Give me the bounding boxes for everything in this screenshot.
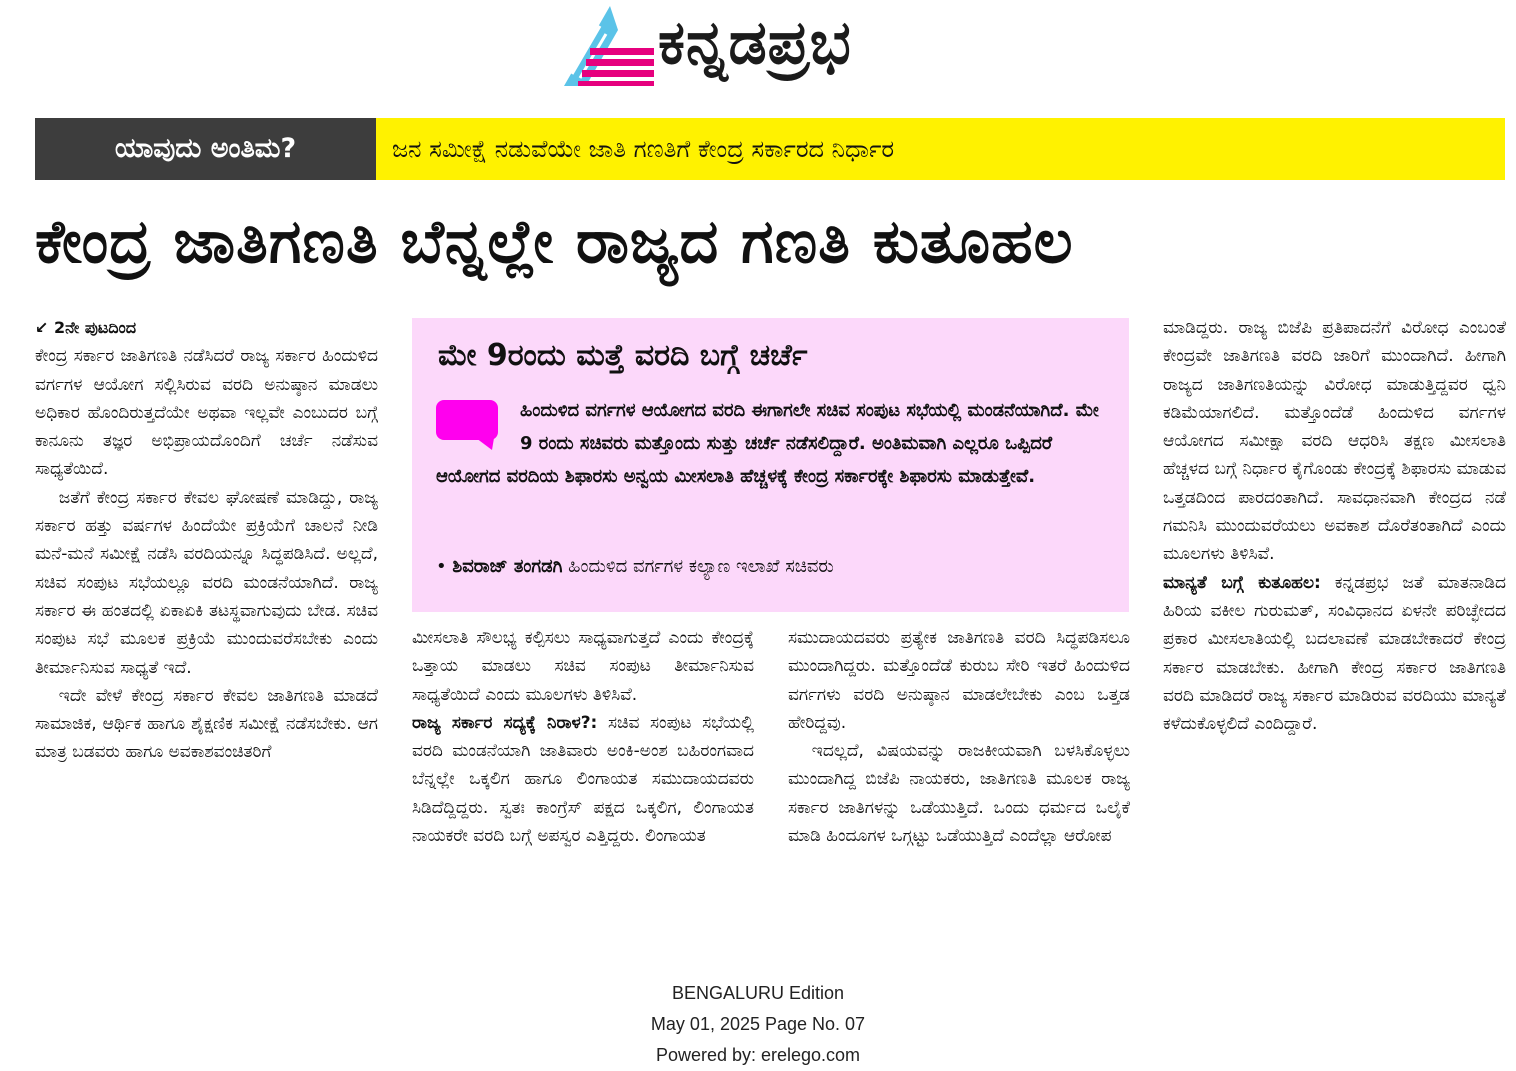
article-paragraph: ಮೀಸಲಾತಿ ಸೌಲಭ್ಯ ಕಲ್ಪಿಸಲು ಸಾಧ್ಯವಾಗುತ್ತದೆ ಎಂದು ಕೇಂದ್ರಕ್ಕೆ ಒತ್ತಾಯ ಮಾಡಲು ಸಚಿವ ಸಂಪುಟ ತೀರ್ಮಾನಿಸುವ ಸಾಧ್ಯತೆಯಿದೆ ಎಂದು ಮೂಲಗಳು ತಿಳಿಸಿವೆ. — [412, 628, 754, 705]
masthead-title: ಕನ್ನಡಪ್ರಭ — [658, 8, 852, 78]
kicker-label: ಯಾವುದು ಅಂತಿಮ? — [35, 118, 376, 180]
article-paragraph — [1163, 569, 1506, 739]
article-paragraph: ಸಮುದಾಯದವರು ಪ್ರತ್ಯೇಕ ಜಾತಿಗಣತಿ ವರದಿ ಸಿದ್ಧಪಡಿಸಲೂ ಮುಂದಾಗಿದ್ದರು. ಮತ್ತೊಂದೆಡೆ ಕುರುಬ ಸೇರಿ ಇತರೆ ಹಿಂದುಳಿದ ವರ್ಗಗಳು ವರದಿ ಅನುಷ್ಠಾನ ಮಾಡಲೇಬೇಕು ಎಂಬ ಒತ್ತಡ ಹೇರಿದ್ದವು. — [788, 628, 1130, 733]
article-paragraph: ಇದಲ್ಲದೆ, ವಿಷಯವನ್ನು ರಾಜಕೀಯವಾಗಿ ಬಳಸಿಕೊಳ್ಳಲು ಮುಂದಾಗಿದ್ದ ಬಿಜೆಪಿ ನಾಯಕರು, ಜಾತಿಗಣತಿ ಮೂಲಕ ರಾಜ್ಯ ಸರ್ಕಾರ ಜಾತಿಗಳನ್ನು ಒಡೆಯುತ್ತಿದೆ. ಒಂದು ಧರ್ಮದ ಒಲೈಕೆ ಮಾಡಿ ಹಿಂದೂಗಳ ಒಗ್ಗಟ್ಟು ಒಡೆಯುತ್ತಿದೆ ಎಂದೆಲ್ಲಾ ಆರೋಪ — [788, 741, 1130, 847]
subheading: ಮಾನ್ಯತೆ ಬಗ್ಗೆ ಕುತೂಹಲ: — [1163, 572, 1321, 593]
article-column-2 — [412, 624, 754, 964]
main-headline: ಕೇಂದ್ರ ಜಾತಿಗಣತಿ ಬೆನ್ನಲ್ಲೇ ರಾಜ್ಯದ ಗಣತಿ ಕುತೂಹಲ — [35, 207, 1074, 277]
article-paragraph: ಇದೇ ವೇಳೆ ಕೇಂದ್ರ ಸರ್ಕಾರ ಕೇವಲ ಜಾತಿಗಣತಿ ಮಾಡದೆ ಸಾಮಾಜಿಕ, ಆರ್ಥಿಕ ಹಾಗೂ ಶೈಕ್ಷಣಿಕ ಸಮೀಕ್ಷೆ ನಡೆಸಬೇಕು. ಆಗ ಮಾತ್ರ ಬಡವರು ಹಾಗೂ ಅವಕಾಶವಂಚಿತರಿಗೆ — [35, 685, 378, 763]
page-footer — [0, 978, 1516, 1071]
kicker-subhead: ಜನ ಸಮೀಕ್ಷೆ ನಡುವೆಯೇ ಜಾತಿ ಗಣತಿಗೆ ಕೇಂದ್ರ ಸರ್ಕಾರದ ನಿರ್ಧಾರ — [376, 118, 1505, 180]
article-column-4 — [1163, 314, 1506, 964]
date-page-label: May 01, 2025 Page No. 07 — [650, 1014, 866, 1034]
bullet-icon: • — [436, 556, 447, 577]
article-column-1 — [35, 314, 378, 964]
quote-text: ಹಿಂದುಳಿದ ವರ್ಗಗಳ ಆಯೋಗದ ವರದಿ ಈಗಾಗಲೇ ಸಚಿವ ಸಂಪುಟ ಸಭೆಯಲ್ಲಿ ಮಂಡನೆಯಾಗಿದೆ. ಮೇ 9 ರಂದು ಸಚಿವರು ಮತ್ತೊಂದು ಸುತ್ತು ಚರ್ಚೆ ನಡೆಸಲಿದ್ದಾರೆ. ಅಂತಿಮವಾಗಿ ಎಲ್ಲರೂ ಒಪ್ಪಿದರೆ ಆಯೋಗದ ವರದಿಯ ಶಿಫಾರಸು ಅನ್ವಯ ಮೀಸಲಾತಿ ಹೆಚ್ಚಳಕ್ಕೆ ಕೇಂದ್ರ ಸರ್ಕಾರಕ್ಕೇ ಶಿಫಾರಸು ಮಾಡುತ್ತೇವೆ. — [436, 400, 1099, 487]
article-column-3 — [788, 624, 1130, 964]
article-paragraph: ಕೇಂದ್ರ ಸರ್ಕಾರ ಜಾತಿಗಣತಿ ನಡೆಸಿದರೆ ರಾಜ್ಯ ಸರ್ಕಾರ ಹಿಂದುಳಿದ ವರ್ಗಗಳ ಆಯೋಗ ಸಲ್ಲಿಸಿರುವ ವರದಿ ಅನುಷ್ಠಾನ ಮಾಡಲು ಅಧಿಕಾರ ಹೊಂದಿರುತ್ತದೆಯೇ ಅಥವಾ ಇಲ್ಲವೇ ಎಂಬುದರ ಬಗ್ಗೆ ಕಾನೂನು ತಜ್ಞರ ಅಭಿಪ್ರಾಯದೊಂದಿಗೆ ಚರ್ಚೆ ನಡೆಸುವ ಸಾಧ್ಯತೆಯಿದೆ. — [35, 346, 378, 480]
article-paragraph: ಮಾಡಿದ್ದರು. ರಾಜ್ಯ ಬಿಜೆಪಿ ಪ್ರತಿಪಾದನೆಗೆ ವಿರೋಧ ಎಂಬಂತೆ ಕೇಂದ್ರವೇ ಜಾತಿಗಣತಿ ವರದಿ ಜಾರಿಗೆ ಮುಂದಾಗಿದೆ. ಹೀಗಾಗಿ ರಾಜ್ಯದ ಜಾತಿಗಣತಿಯನ್ನು ವಿರೋಧ ಮಾಡುತ್ತಿದ್ದವರ ಧ್ವನಿ ಕಡಿಮೆಯಾಗಲಿದೆ. ಮತ್ತೊಂದೆಡೆ ಹಿಂದುಳಿದ ವರ್ಗಗಳ ಆಯೋಗದ ಸಮೀಕ್ಷಾ ವರದಿ ಆಧರಿಸಿ ತಕ್ಷಣ ಮೀಸಲಾತಿ ಹೆಚ್ಚಳದ ಬಗ್ಗೆ ನಿರ್ಧಾರ ಕೈಗೊಂಡು ಕೇಂದ್ರಕ್ಕೆ ಶಿಫಾರಸು ಮಾಡುವ ಒತ್ತಡದಿಂದ ಪಾರದಂತಾಗಿದೆ. ಸಾವಧಾನವಾಗಿ ಕೇಂದ್ರದ ನಡೆ ಗಮನಿಸಿ ಮುಂದುವರೆಯಲು ಅವಕಾಶ ದೊರೆತಂತಾಗಿದೆ ಎಂದು ಮೂಲಗಳು ತಿಳಿಸಿವೆ. — [1163, 318, 1506, 565]
article-paragraph — [412, 709, 754, 850]
jump-from-text: 2ನೇ ಪುಟದಿಂದ — [53, 318, 137, 337]
masthead — [560, 2, 960, 90]
arrow-down-left-icon: ↙ — [35, 318, 49, 337]
article-paragraph-text: ಸಚಿವ ಸಂಪುಟ ಸಭೆಯಲ್ಲಿ ವರದಿ ಮಂಡನೆಯಾಗಿ ಜಾತಿವಾರು ಅಂಕಿ-ಅಂಶ ಬಹಿರಂಗವಾದ ಬೆನ್ನಲ್ಲೇ ಒಕ್ಕಲಿಗ ಹಾಗೂ ಲಿಂಗಾಯತ ಸಮುದಾಯದವರು ಸಿಡಿದೆದ್ದಿದ್ದರು. ಸ್ವತಃ ಕಾಂಗ್ರೆಸ್ ಪಕ್ಷದ ಒಕ್ಕಲಿಗ, ಲಿಂಗಾಯತ ನಾಯಕರೇ ವರದಿ ಬಗ್ಗೆ ಅಪಸ್ವರ ಎತ್ತಿದ್ದರು. ಲಿಂಗಾಯತ — [412, 712, 754, 847]
quote-attribution — [436, 556, 834, 577]
kannadaprabha-logo-icon — [560, 4, 656, 88]
quote-box-title: ಮೇ 9ರಂದು ಮತ್ತೆ ವರದಿ ಬಗ್ಗೆ ಚರ್ಚೆ — [438, 338, 808, 373]
subheading: ರಾಜ್ಯ ಸರ್ಕಾರ ಸದ್ಯಕ್ಕೆ ನಿರಾಳ?: — [412, 712, 598, 733]
article-paragraph-text: ಕನ್ನಡಪ್ರಭ ಜತೆ ಮಾತನಾಡಿದ ಹಿರಿಯ ವಕೀಲ ಗುರುಮತ್, ಸಂವಿಧಾನದ ಏಳನೇ ಪರಿಚ್ಛೇದದ ಪ್ರಕಾರ ಮೀಸಲಾತಿಯಲ್ಲಿ ಬದಲಾವಣೆ ಮಾಡಬೇಕಾದರೆ ಕೇಂದ್ರ ಸರ್ಕಾರ ಮಾಡಬೇಕು. ಹೀಗಾಗಿ ಕೇಂದ್ರ ಸರ್ಕಾರ ಜಾತಿಗಣತಿ ವರದಿ ಮಾಡಿದರೆ ರಾಜ್ಯ ಸರ್ಕಾರ ಮಾಡಿರುವ ವರದಿಯು ಮಾನ್ಯತೆ ಕಳೆದುಕೊಳ್ಳಲಿದೆ ಎಂದಿದ್ದಾರೆ. — [1163, 572, 1506, 735]
kicker-strip — [35, 118, 1505, 180]
quote-speaker-role: ಹಿಂದುಳಿದ ವರ್ಗಗಳ ಕಲ್ಯಾಣ ಇಲಾಖೆ ಸಚಿವರು — [568, 556, 834, 577]
jump-from-label — [35, 314, 378, 342]
powered-by-label: Powered by: erelego.com — [655, 1045, 861, 1065]
article-paragraph: ಜತೆಗೆ ಕೇಂದ್ರ ಸರ್ಕಾರ ಕೇವಲ ಘೋಷಣೆ ಮಾಡಿದ್ದು, ರಾಜ್ಯ ಸರ್ಕಾರ ಹತ್ತು ವರ್ಷಗಳ ಹಿಂದೆಯೇ ಪ್ರಕ್ರಿಯೆಗೆ ಚಾಲನೆ ನೀಡಿ ಮನೆ-ಮನೆ ಸಮೀಕ್ಷೆ ನಡೆಸಿ ವರದಿಯನ್ನೂ ಸಿದ್ಧಪಡಿಸಿದೆ. ಅಲ್ಲದೆ, ಸಚಿವ ಸಂಪುಟ ಸಭೆಯಲ್ಲೂ ವರದಿ ಮಂಡನೆಯಾಗಿದೆ. ರಾಜ್ಯ ಸರ್ಕಾರ ಈ ಹಂತದಲ್ಲಿ ಏಕಾಏಕಿ ತಟಸ್ಥವಾಗುವುದು ಬೇಡ. ಸಚಿವ ಸಂಪುಟ ಸಭೆ ಮೂಲಕ ಪ್ರಕ್ರಿಯೆ ಮುಂದುವರೆಸಬೇಕು ಎಂದು ತೀರ್ಮಾನಿಸುವ ಸಾಧ್ಯತೆ ಇದೆ. — [35, 487, 378, 678]
quote-speaker: ಶಿವರಾಜ್ ತಂಗಡಗಿ — [452, 556, 563, 577]
quote-text-block — [436, 394, 1106, 493]
edition-label: BENGALURU Edition — [671, 983, 845, 1003]
quote-box — [412, 318, 1129, 612]
